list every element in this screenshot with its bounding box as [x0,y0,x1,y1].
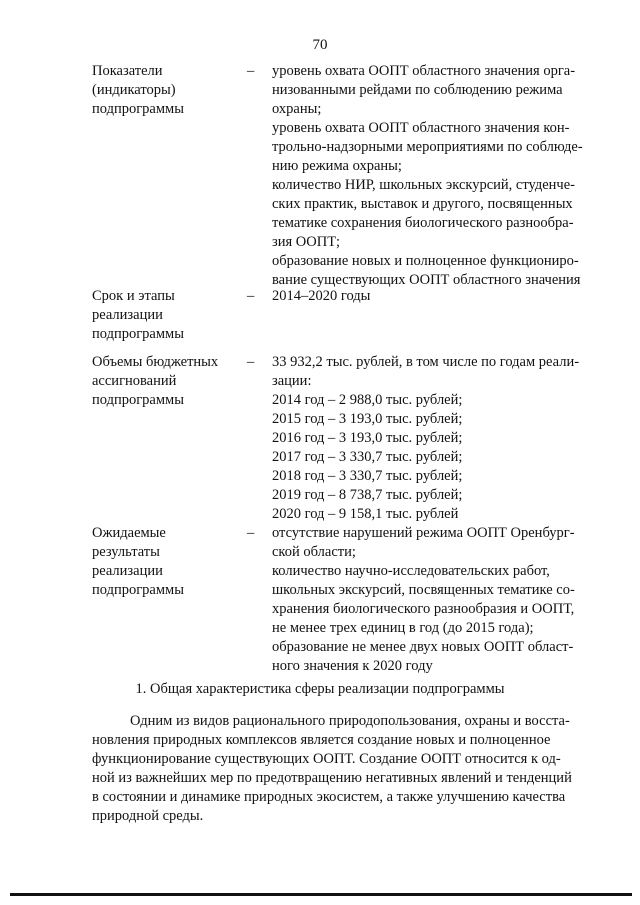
row-content [272,62,592,290]
row-paragraph: 33 932,2 тыс. рублей, в том числе по годам реали- зации: [272,354,580,389]
row-paragraph: уровень охвата ООПТ областного значения кон- трольно-надзорными мероприятиями по соблюде- нию режима охраны; [272,120,583,174]
body-paragraph: Одним из видов рационального природопользования, охраны и восста- новления природных комплексов является создание новых и полноценное функционирование существующих ООПТ. Создание ООПТ относится к од- ной из важнейших мер по предотвращению негативных явлений и тенденций в состоянии и динамике природных экосистем, а также улучшению качества природной среды. [92,713,572,824]
budget-year-line: 2014 год – 2 988,0 тыс. рублей; [272,392,463,408]
bottom-divider [10,893,632,896]
section-heading: 1. Общая характеристика сферы реализации подпрограммы [135,681,505,697]
row-label: Ожидаемые результаты реализации подпрограммы [92,525,184,598]
row-dash: – [247,354,255,370]
budget-year-line: 2017 год – 3 330,7 тыс. рублей; [272,449,463,465]
row-paragraph: отсутствие нарушений режима ООПТ Оренбург- ской области; [272,525,575,560]
row-dash: – [247,525,255,541]
row-paragraph: количество НИР, школьных экскурсий, студенче- ских практик, выставок и другого, посвященных тематике сохранения биологического разнообра- зия ООПТ; [272,177,575,250]
row-paragraph: образование новых и полноценное функциониро- вание существующих ООПТ областного значения [272,253,581,288]
row-dash: – [247,63,255,79]
row-label: Срок и этапы реализации подпрограммы [92,288,184,342]
budget-year-line: 2020 год – 9 158,1 тыс. рублей [272,506,459,522]
page-number: 70 [312,37,328,53]
row-paragraph: 2014–2020 годы [272,288,371,304]
row-paragraph: количество научно-исследовательских работ, школьных экскурсий, посвященных тематике со- хранения биологического разнообразия и ООПТ, не менее трех единиц в год (до 2015 года); [272,563,575,636]
row-dash: – [247,288,255,304]
row-label: Показатели (индикаторы) подпрограммы [92,63,184,117]
row-label: Объемы бюджетных ассигнований подпрограммы [92,354,219,408]
row-content [272,524,592,676]
row-content [272,353,592,524]
budget-year-line: 2018 год – 3 330,7 тыс. рублей; [272,468,463,484]
budget-year-line: 2015 год – 3 193,0 тыс. рублей; [272,411,463,427]
budget-year-line: 2016 год – 3 193,0 тыс. рублей; [272,430,463,446]
row-paragraph: уровень охвата ООПТ областного значения орга- низованными рейдами по соблюдению режима охраны; [272,63,576,117]
row-content [272,287,592,306]
row-paragraph: образование не менее двух новых ООПТ област- ного значения к 2020 году [272,639,574,674]
budget-year-line: 2019 год – 8 738,7 тыс. рублей; [272,487,463,503]
